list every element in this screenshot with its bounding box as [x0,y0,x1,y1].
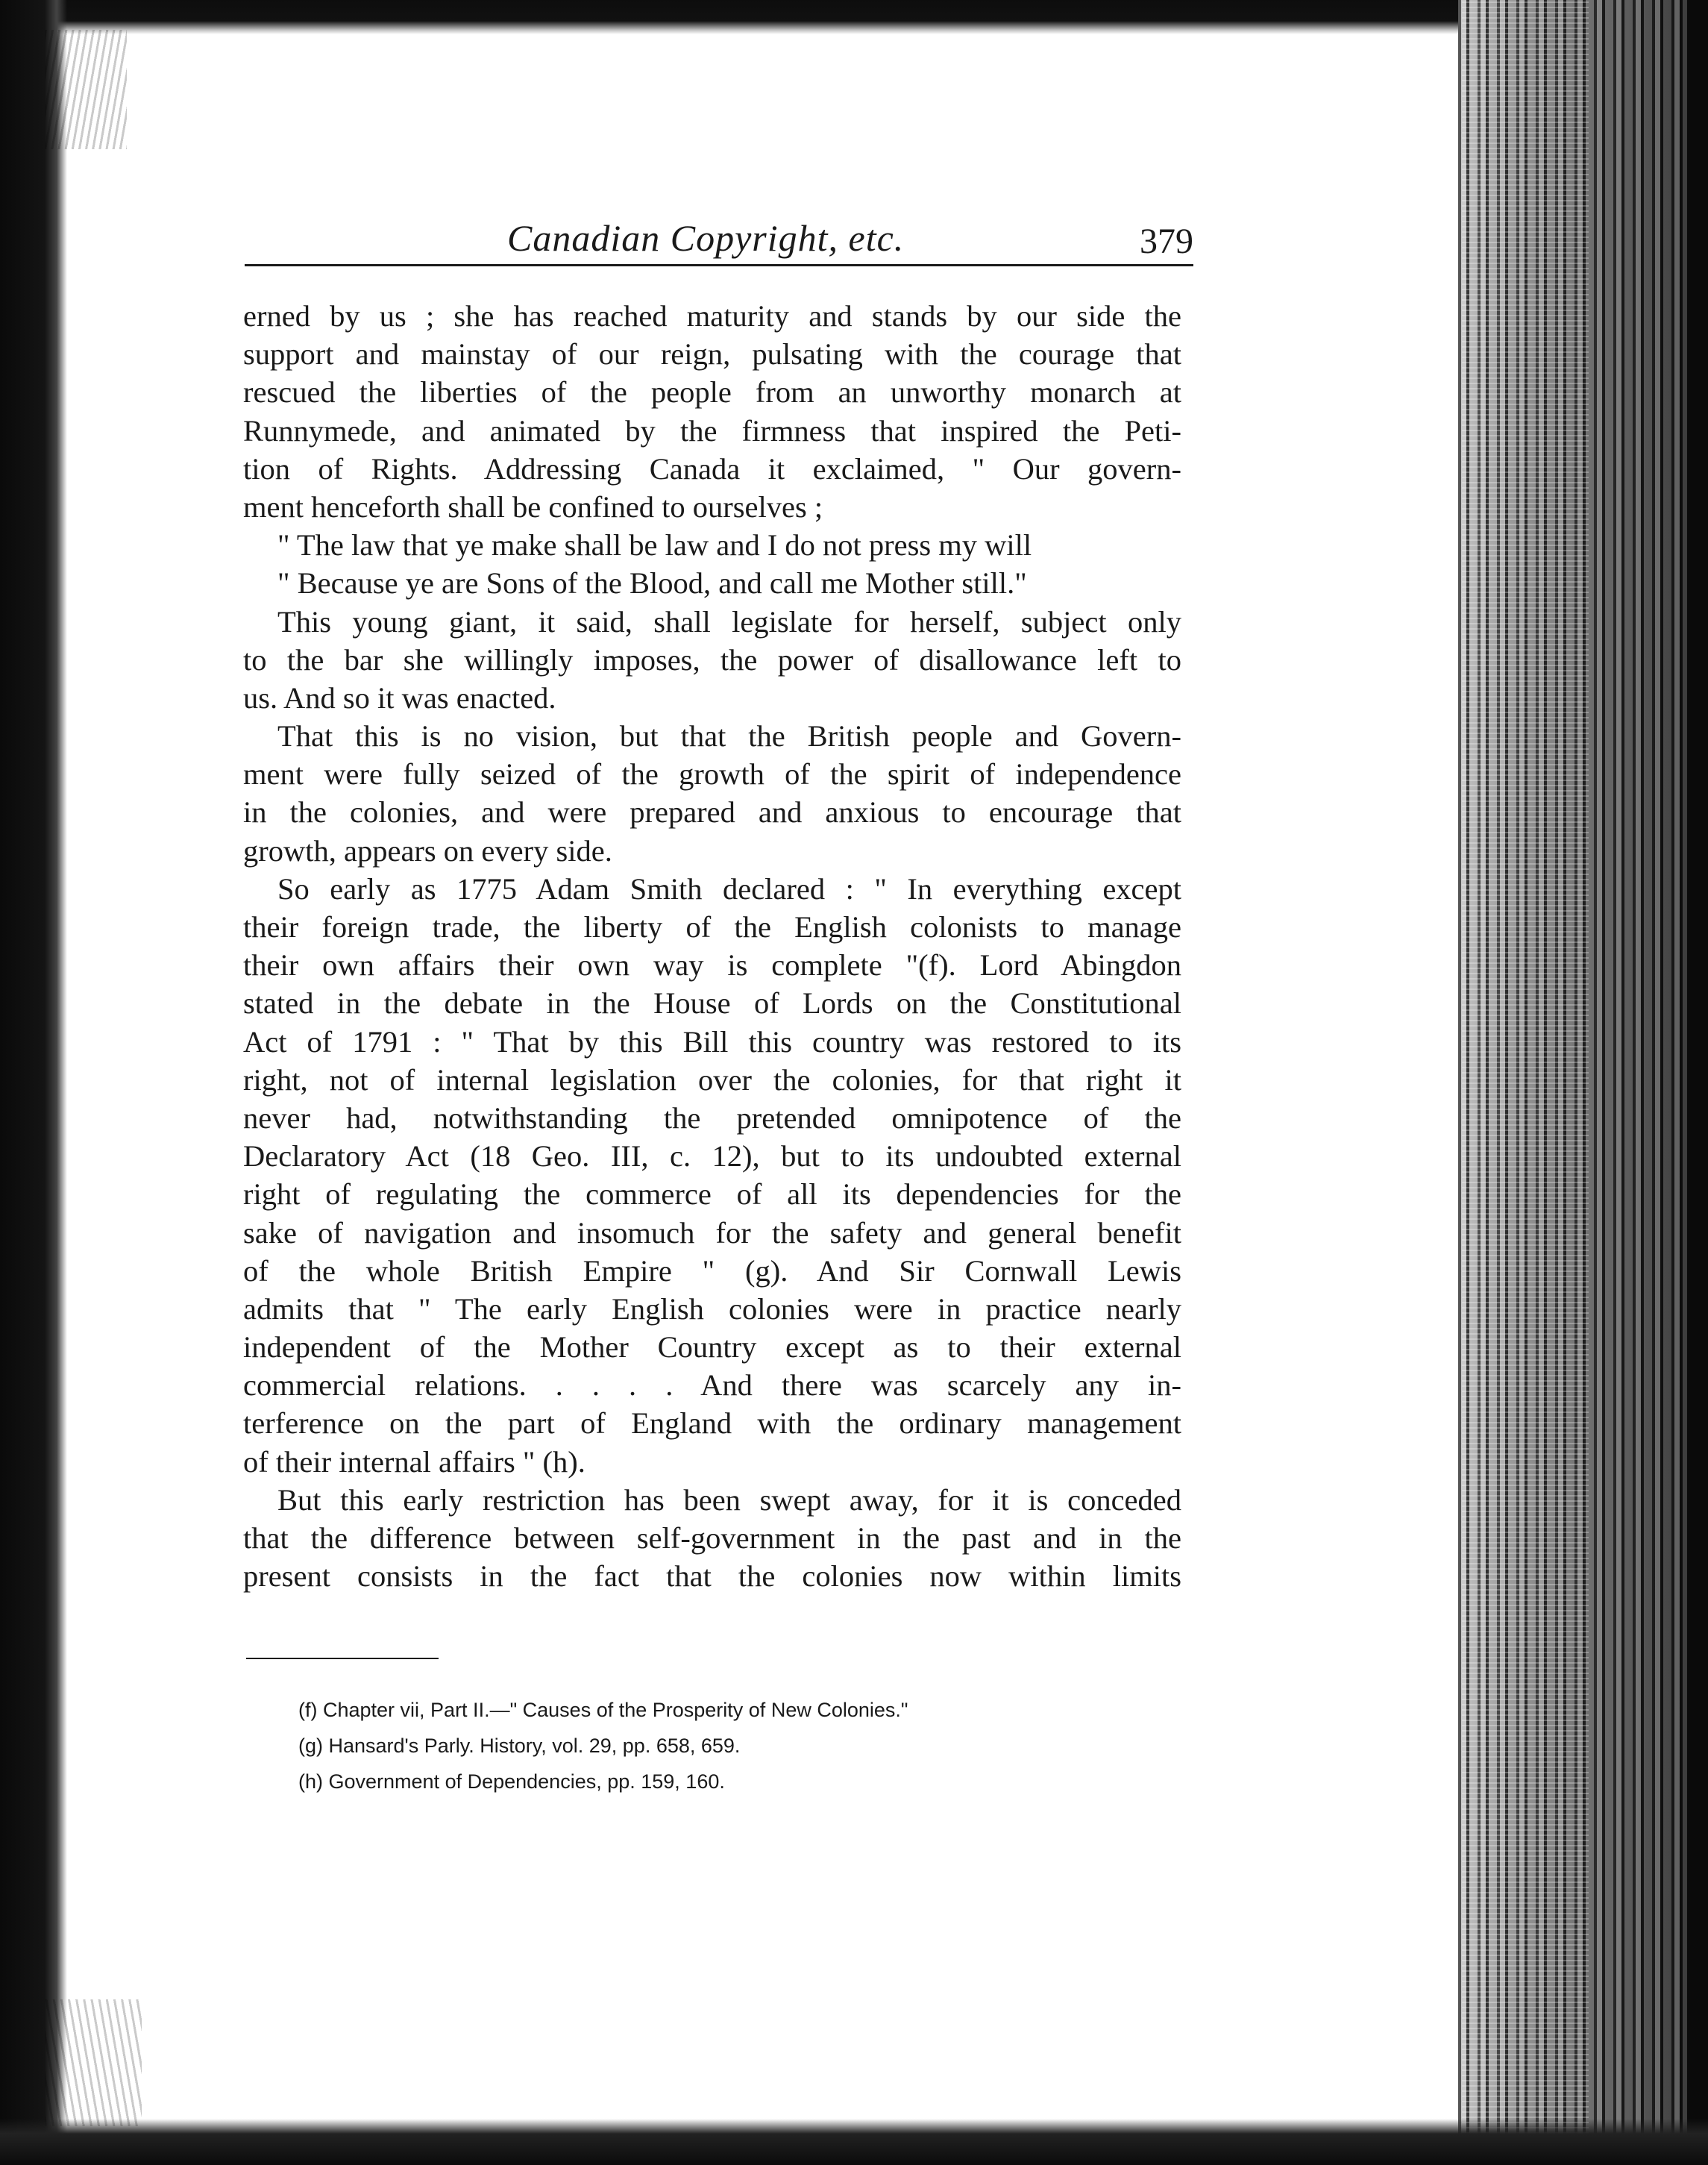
scan-edge-left [0,0,67,2165]
header-rule [245,264,1193,266]
page-edge-speckle [1462,0,1589,2165]
text-line: So early as 1775 Adam Smith declared : " In everything except [277,871,1181,906]
verse-line: " Because ye are Sons of the Blood, and call me Mother still." [277,566,1027,601]
text-line: right, not of internal legislation over the colonies, for that right it [243,1062,1181,1097]
text-line: admits that " The early English colonies were in practice nearly [243,1291,1181,1326]
text-line: Act of 1791 : " That by this Bill this country was restored to its [243,1024,1181,1059]
text-line: That this is no vision, but that the British people and Govern- [277,719,1181,753]
text-line: stated in the debate in the House of Lords on the Constitutional [243,986,1181,1021]
text-line: This young giant, it said, shall legislate for herself, subject only [277,604,1181,639]
text-line: their foreign trade, the liberty of the English colonists to manage [243,910,1181,944]
body-text [243,297,1181,1595]
scan-edge-top [0,0,1708,34]
text-line: independent of the Mother Country except as to their external [243,1330,1181,1365]
scan-edge-right [1687,0,1708,2165]
text-line: of the whole British Empire " (g). And Sir Cornwall Lewis [243,1253,1181,1288]
text-line: present consists in the fact that the colonies now within limits [243,1559,1181,1594]
scan-edge-bottom [0,2119,1708,2165]
text-line: never had, notwithstanding the pretended omnipotence of the [243,1100,1181,1135]
text-line: to the bar she willingly imposes, the power of disallowance left to [243,642,1181,677]
scan-noise-top-left [45,30,127,149]
footnote-f: (f) Chapter vii, Part II.—" Causes of the Prosperity of New Colonies." [298,1699,908,1721]
text-line: in the colonies, and were prepared and anxious to encourage that [243,795,1181,830]
verse-line: " The law that ye make shall be law and I do not press my will [277,528,1032,563]
text-line: terference on the part of England with the ordinary management [243,1406,1181,1441]
text-line: erned by us ; she has reached maturity and stands by our side the [243,299,1181,333]
text-line: of their internal affairs " (h). [243,1444,585,1479]
footnotes [298,1692,1193,1799]
running-head [507,216,1193,269]
text-line: ment henceforth shall be confined to ourselves ; [243,489,823,524]
text-line: that the difference between self-government in the past and in the [243,1521,1181,1555]
text-line: right of regulating the commerce of all its dependencies for the [243,1177,1181,1212]
text-line: commercial relations. . . . . And there was scarcely any in- [243,1368,1181,1403]
footnote-h: (h) Government of Dependencies, pp. 159, 160. [298,1770,725,1793]
text-line: sake of navigation and insomuch for the safety and general benefit [243,1215,1181,1250]
footnote-rule [246,1658,439,1659]
text-line: Runnymede, and animated by the firmness that inspired the Peti- [243,413,1181,448]
text-line: Declaratory Act (18 Geo. III, c. 12), but to its undoubted external [243,1139,1181,1174]
running-title: Canadian Copyright, etc. [507,217,905,259]
text-line: ment were fully seized of the growth of the spirit of independence [243,757,1181,792]
text-line: us. And so it was enacted. [243,680,556,715]
text-line: tion of Rights. Addressing Canada it exclaimed, " Our govern- [243,451,1181,486]
page-number: 379 [1140,222,1193,261]
text-line: their own affairs their own way is complete "(f). Lord Abingdon [243,948,1181,983]
text-line: growth, appears on every side. [243,833,612,868]
footnote-g: (g) Hansard's Parly. History, vol. 29, pp. 658, 659. [298,1735,741,1757]
scan-noise-bottom-left [45,1999,142,2126]
text-line: But this early restriction has been swept away, for it is conceded [277,1482,1181,1517]
text-line: rescued the liberties of the people from an unworthy monarch at [243,375,1181,410]
text-line: support and mainstay of our reign, pulsating with the courage that [243,337,1181,372]
